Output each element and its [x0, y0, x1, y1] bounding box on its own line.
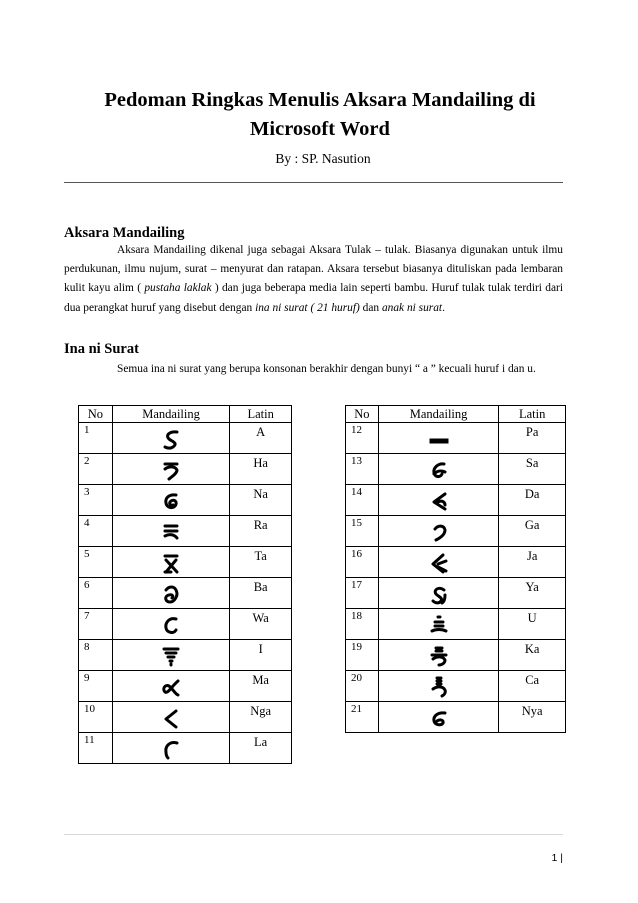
row-mandailing: [112, 454, 229, 485]
row-no: 17: [346, 578, 379, 609]
row-no: 12: [346, 423, 379, 454]
ka-glyph-icon: [429, 645, 449, 667]
row-latin: Ga: [499, 516, 566, 547]
table-row: [346, 423, 566, 454]
row-no: 1: [79, 423, 113, 454]
na-glyph-icon: [161, 490, 181, 512]
table-row: [79, 454, 292, 485]
para-text-c: dan: [359, 301, 382, 314]
la-glyph-icon: [161, 738, 181, 760]
ha-glyph-icon: [161, 459, 181, 481]
page-title: Pedoman Ringkas Menulis Aksara Mandailing di Microsoft Word: [104, 89, 536, 140]
row-latin: Ra: [230, 516, 292, 547]
row-latin: La: [230, 733, 292, 764]
row-mandailing: [112, 423, 229, 454]
table-header-row: [79, 406, 292, 423]
a-glyph-icon: [161, 428, 181, 450]
row-no: 5: [79, 547, 113, 578]
row-no: 11: [79, 733, 113, 764]
i-glyph-icon: [161, 645, 181, 667]
letters-table-right: [345, 405, 566, 733]
row-mandailing: [378, 578, 498, 609]
table-row: [79, 640, 292, 671]
row-latin: Ca: [499, 671, 566, 702]
row-latin: Nga: [230, 702, 292, 733]
row-mandailing: [112, 578, 229, 609]
row-no: 3: [79, 485, 113, 516]
row-mandailing: [112, 485, 229, 516]
para-text-b: ) dan juga beberapa media lain seperti bambu. Huruf tulak tulak terdiri dari dua perangkat huruf yang disebut dengan: [64, 282, 563, 314]
ina-ni-surat-term: ina ni surat ( 21 huruf): [255, 301, 360, 314]
table-row: [346, 547, 566, 578]
row-no: 9: [79, 671, 113, 702]
wa-glyph-icon: [161, 614, 181, 636]
row-no: 18: [346, 609, 379, 640]
section-heading-ina-ni-surat: Ina ni Surat: [64, 341, 139, 357]
row-mandailing: [378, 609, 498, 640]
header-no: No: [79, 406, 113, 423]
row-no: 20: [346, 671, 379, 702]
table-row: [79, 671, 292, 702]
pustaha-term: pustaha laklak: [144, 282, 212, 295]
table-row: [79, 547, 292, 578]
table-row: [79, 423, 292, 454]
u-glyph-icon: [429, 614, 449, 636]
para-text-d: .: [442, 301, 445, 314]
table-row: [79, 485, 292, 516]
row-latin: Ya: [499, 578, 566, 609]
table-row: [346, 454, 566, 485]
row-mandailing: [112, 640, 229, 671]
section-heading-aksara: Aksara Mandailing: [64, 225, 185, 241]
ja-glyph-icon: [429, 552, 449, 574]
row-no: 8: [79, 640, 113, 671]
row-mandailing: [378, 516, 498, 547]
anak-ni-surat-term: anak ni surat: [381, 301, 443, 314]
table-row: [79, 516, 292, 547]
letters-table-left: [78, 405, 292, 764]
header-mandailing: Mandailing: [378, 406, 498, 423]
row-no: 2: [79, 454, 113, 485]
row-mandailing: [112, 702, 229, 733]
table-row: [79, 733, 292, 764]
header-latin: Latin: [230, 406, 292, 423]
row-no: 16: [346, 547, 379, 578]
row-no: 6: [79, 578, 113, 609]
row-mandailing: [378, 671, 498, 702]
row-latin: Ha: [230, 454, 292, 485]
row-latin: Ka: [499, 640, 566, 671]
table-row: [346, 640, 566, 671]
row-mandailing: [378, 547, 498, 578]
row-mandailing: [378, 485, 498, 516]
ta-glyph-icon: [161, 552, 181, 574]
ya-glyph-icon: [429, 583, 449, 605]
row-mandailing: [378, 454, 498, 485]
footer-divider: [64, 834, 563, 835]
table-row: [79, 702, 292, 733]
nya-glyph-icon: [429, 707, 449, 729]
row-latin: U: [499, 609, 566, 640]
table-row: [346, 609, 566, 640]
row-no: 7: [79, 609, 113, 640]
pa-glyph-icon: [429, 428, 449, 450]
da-glyph-icon: [429, 490, 449, 512]
header-no: No: [346, 406, 379, 423]
sa-glyph-icon: [429, 459, 449, 481]
row-mandailing: [112, 733, 229, 764]
row-no: 14: [346, 485, 379, 516]
row-no: 19: [346, 640, 379, 671]
row-mandailing: [112, 547, 229, 578]
row-mandailing: [378, 640, 498, 671]
byline: By : SP. Nasution: [275, 151, 371, 166]
row-mandailing: [378, 702, 498, 733]
title-divider: [64, 182, 563, 183]
table-header-row: [346, 406, 566, 423]
row-mandailing: [112, 671, 229, 702]
row-no: 4: [79, 516, 113, 547]
section-paragraph-aksara: [64, 241, 563, 318]
section-paragraph-ina-ni-surat: Semua ina ni surat yang berupa konsonan berakhir dengan bunyi “ a ” kecuali huruf i dan u.: [117, 363, 536, 375]
header-latin: Latin: [499, 406, 566, 423]
ca-glyph-icon: [429, 676, 449, 698]
row-no: 13: [346, 454, 379, 485]
row-latin: Ba: [230, 578, 292, 609]
row-latin: Ja: [499, 547, 566, 578]
row-no: 21: [346, 702, 379, 733]
ga-glyph-icon: [429, 521, 449, 543]
row-latin: Da: [499, 485, 566, 516]
row-no: 15: [346, 516, 379, 547]
table-row: [346, 671, 566, 702]
row-latin: Wa: [230, 609, 292, 640]
table-row: [346, 578, 566, 609]
table-row: [346, 485, 566, 516]
nga-glyph-icon: [161, 707, 181, 729]
row-latin: Sa: [499, 454, 566, 485]
row-mandailing: [112, 516, 229, 547]
row-mandailing: [378, 423, 498, 454]
page-number: 1 |: [551, 852, 563, 864]
table-row: [79, 578, 292, 609]
row-latin: Nya: [499, 702, 566, 733]
row-latin: Ta: [230, 547, 292, 578]
row-latin: Na: [230, 485, 292, 516]
table-row: [346, 516, 566, 547]
header-mandailing: Mandailing: [112, 406, 229, 423]
row-latin: Pa: [499, 423, 566, 454]
table-row: [346, 702, 566, 733]
row-mandailing: [112, 609, 229, 640]
row-latin: A: [230, 423, 292, 454]
ra-glyph-icon: [161, 521, 181, 543]
ma-glyph-icon: [161, 676, 181, 698]
para-text-a: Aksara Mandailing dikenal juga sebagai Aksara Tulak – tulak. Biasanya digunakan untuk ilmu perdukunan, ilmu nujum, surat – menyurat dan ratapan. Aksara tersebut biasanya dituliskan pada lembaran kulit kayu alim (: [64, 244, 563, 295]
ba-glyph-icon: [161, 583, 181, 605]
row-no: 10: [79, 702, 113, 733]
table-row: [79, 609, 292, 640]
row-latin: I: [230, 640, 292, 671]
row-latin: Ma: [230, 671, 292, 702]
